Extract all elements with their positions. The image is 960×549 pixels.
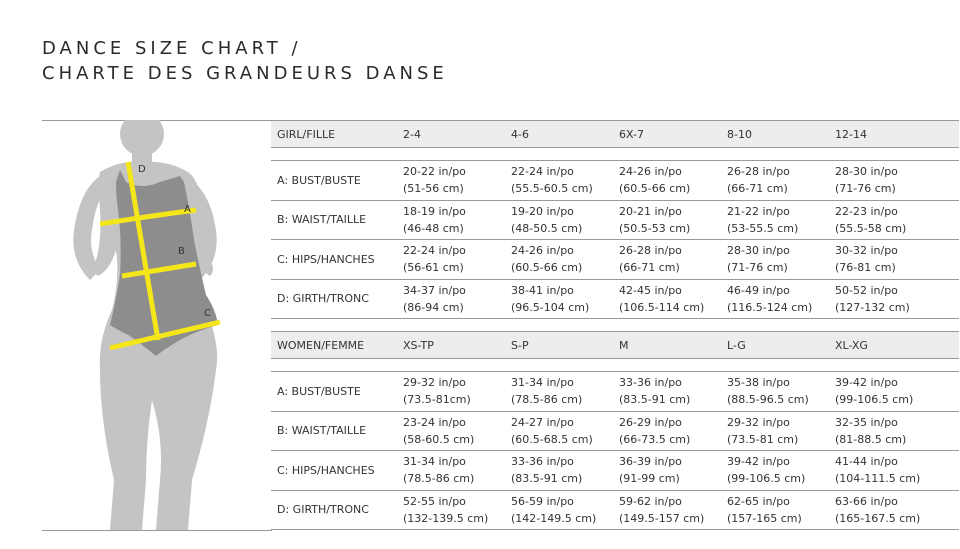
table-cell: 38-41 in/po (96.5-104 cm) [511, 283, 590, 314]
table-cell: 41-44 in/po (104-111.5 cm) [835, 455, 921, 486]
table-cell: 32-35 in/po (81-88.5 cm) [835, 415, 907, 446]
label-a: A [184, 204, 191, 215]
table-cell: 30-32 in/po (76-81 cm) [835, 244, 898, 275]
girl-header-size: 8-10 [727, 127, 752, 141]
table-cell: 56-59 in/po (142-149.5 cm) [511, 494, 597, 525]
girl-header-size: 6X-7 [619, 127, 644, 141]
table-cell: 20-22 in/po (51-56 cm) [403, 165, 466, 196]
table-cell: 23-24 in/po (58-60.5 cm) [403, 415, 475, 446]
row-label: A: BUST/BUSTE [277, 384, 361, 398]
table-cell: 29-32 in/po (73.5-81 cm) [727, 415, 799, 446]
table-cell: 20-21 in/po (50.5-53 cm) [619, 204, 691, 235]
label-c: C [204, 308, 211, 319]
girl-header-title: GIRL/FILLE [277, 127, 336, 141]
women-header-size: S-P [511, 338, 529, 352]
table-row [271, 491, 959, 531]
table-cell: 28-30 in/po (71-76 cm) [835, 165, 898, 196]
table-cell: 50-52 in/po (127-132 cm) [835, 283, 910, 314]
women-header-size: XL-XG [835, 338, 868, 352]
table-cell: 31-34 in/po (78.5-86 cm) [403, 455, 475, 486]
label-b: B [178, 246, 185, 257]
page-title [42, 36, 448, 86]
table-cell: 39-42 in/po (99-106.5 cm) [727, 455, 806, 486]
table-row [271, 451, 959, 491]
table-cell: 52-55 in/po (132-139.5 cm) [403, 494, 489, 525]
table-cell: 35-38 in/po (88.5-96.5 cm) [727, 376, 809, 407]
row-label: B: WAIST/TAILLE [277, 424, 367, 438]
row-label: B: WAIST/TAILLE [277, 213, 367, 227]
table-cell: 18-19 in/po (46-48 cm) [403, 204, 466, 235]
table-cell: 29-32 in/po (73.5-81cm) [403, 376, 471, 407]
table-row [271, 240, 959, 280]
girl-header-size: 12-14 [835, 127, 867, 141]
women-header-title: WOMEN/FEMME [277, 338, 365, 352]
table-row [271, 372, 959, 412]
table-cell: 62-65 in/po (157-165 cm) [727, 494, 802, 525]
girl-header-size: 2-4 [403, 127, 421, 141]
title-line-english: DANCE SIZE CHART / [42, 38, 302, 59]
table-cell: 36-39 in/po (91-99 cm) [619, 455, 682, 486]
girl-rows [271, 160, 959, 319]
row-label: C: HIPS/HANCHES [277, 463, 375, 477]
table-cell: 22-23 in/po (55.5-58 cm) [835, 204, 907, 235]
table-cell: 21-22 in/po (53-55.5 cm) [727, 204, 799, 235]
table-row [271, 161, 959, 201]
figure-neck [132, 148, 152, 164]
women-header-size: XS-TP [403, 338, 434, 352]
table-cell: 24-27 in/po (60.5-68.5 cm) [511, 415, 593, 446]
label-d: D [138, 164, 146, 175]
table-cell: 26-28 in/po (66-71 cm) [727, 165, 790, 196]
row-label: A: BUST/BUSTE [277, 173, 361, 187]
table-cell: 31-34 in/po (78.5-86 cm) [511, 376, 583, 407]
body-measurement-figure [60, 120, 272, 530]
row-label: C: HIPS/HANCHES [277, 252, 375, 266]
table-cell: 34-37 in/po (86-94 cm) [403, 283, 466, 314]
girl-header-row [271, 120, 959, 148]
figure-bottom-divider [42, 530, 272, 531]
size-chart-table [271, 120, 959, 530]
table-cell: 42-45 in/po (106.5-114 cm) [619, 283, 705, 314]
women-header-size: L-G [727, 338, 746, 352]
girl-header-size: 4-6 [511, 127, 529, 141]
women-rows [271, 371, 959, 530]
table-cell: 19-20 in/po (48-50.5 cm) [511, 204, 583, 235]
table-row [271, 412, 959, 452]
row-label: D: GIRTH/TRONC [277, 292, 369, 306]
table-cell: 46-49 in/po (116.5-124 cm) [727, 283, 813, 314]
table-cell: 26-28 in/po (66-71 cm) [619, 244, 682, 275]
table-cell: 39-42 in/po (99-106.5 cm) [835, 376, 914, 407]
table-cell: 33-36 in/po (83.5-91 cm) [619, 376, 691, 407]
table-cell: 59-62 in/po (149.5-157 cm) [619, 494, 705, 525]
table-cell: 33-36 in/po (83.5-91 cm) [511, 455, 583, 486]
table-cell: 63-66 in/po (165-167.5 cm) [835, 494, 921, 525]
table-cell: 22-24 in/po (55.5-60.5 cm) [511, 165, 593, 196]
table-cell: 24-26 in/po (60.5-66 cm) [619, 165, 691, 196]
table-cell: 28-30 in/po (71-76 cm) [727, 244, 790, 275]
row-label: D: GIRTH/TRONC [277, 503, 369, 517]
table-row [271, 280, 959, 320]
table-cell: 24-26 in/po (60.5-66 cm) [511, 244, 583, 275]
table-cell: 26-29 in/po (66-73.5 cm) [619, 415, 691, 446]
women-header-size: M [619, 338, 629, 352]
table-row [271, 201, 959, 241]
table-cell: 22-24 in/po (56-61 cm) [403, 244, 466, 275]
title-line-french: CHARTE DES GRANDEURS DANSE [42, 63, 448, 84]
women-header-row [271, 331, 959, 359]
